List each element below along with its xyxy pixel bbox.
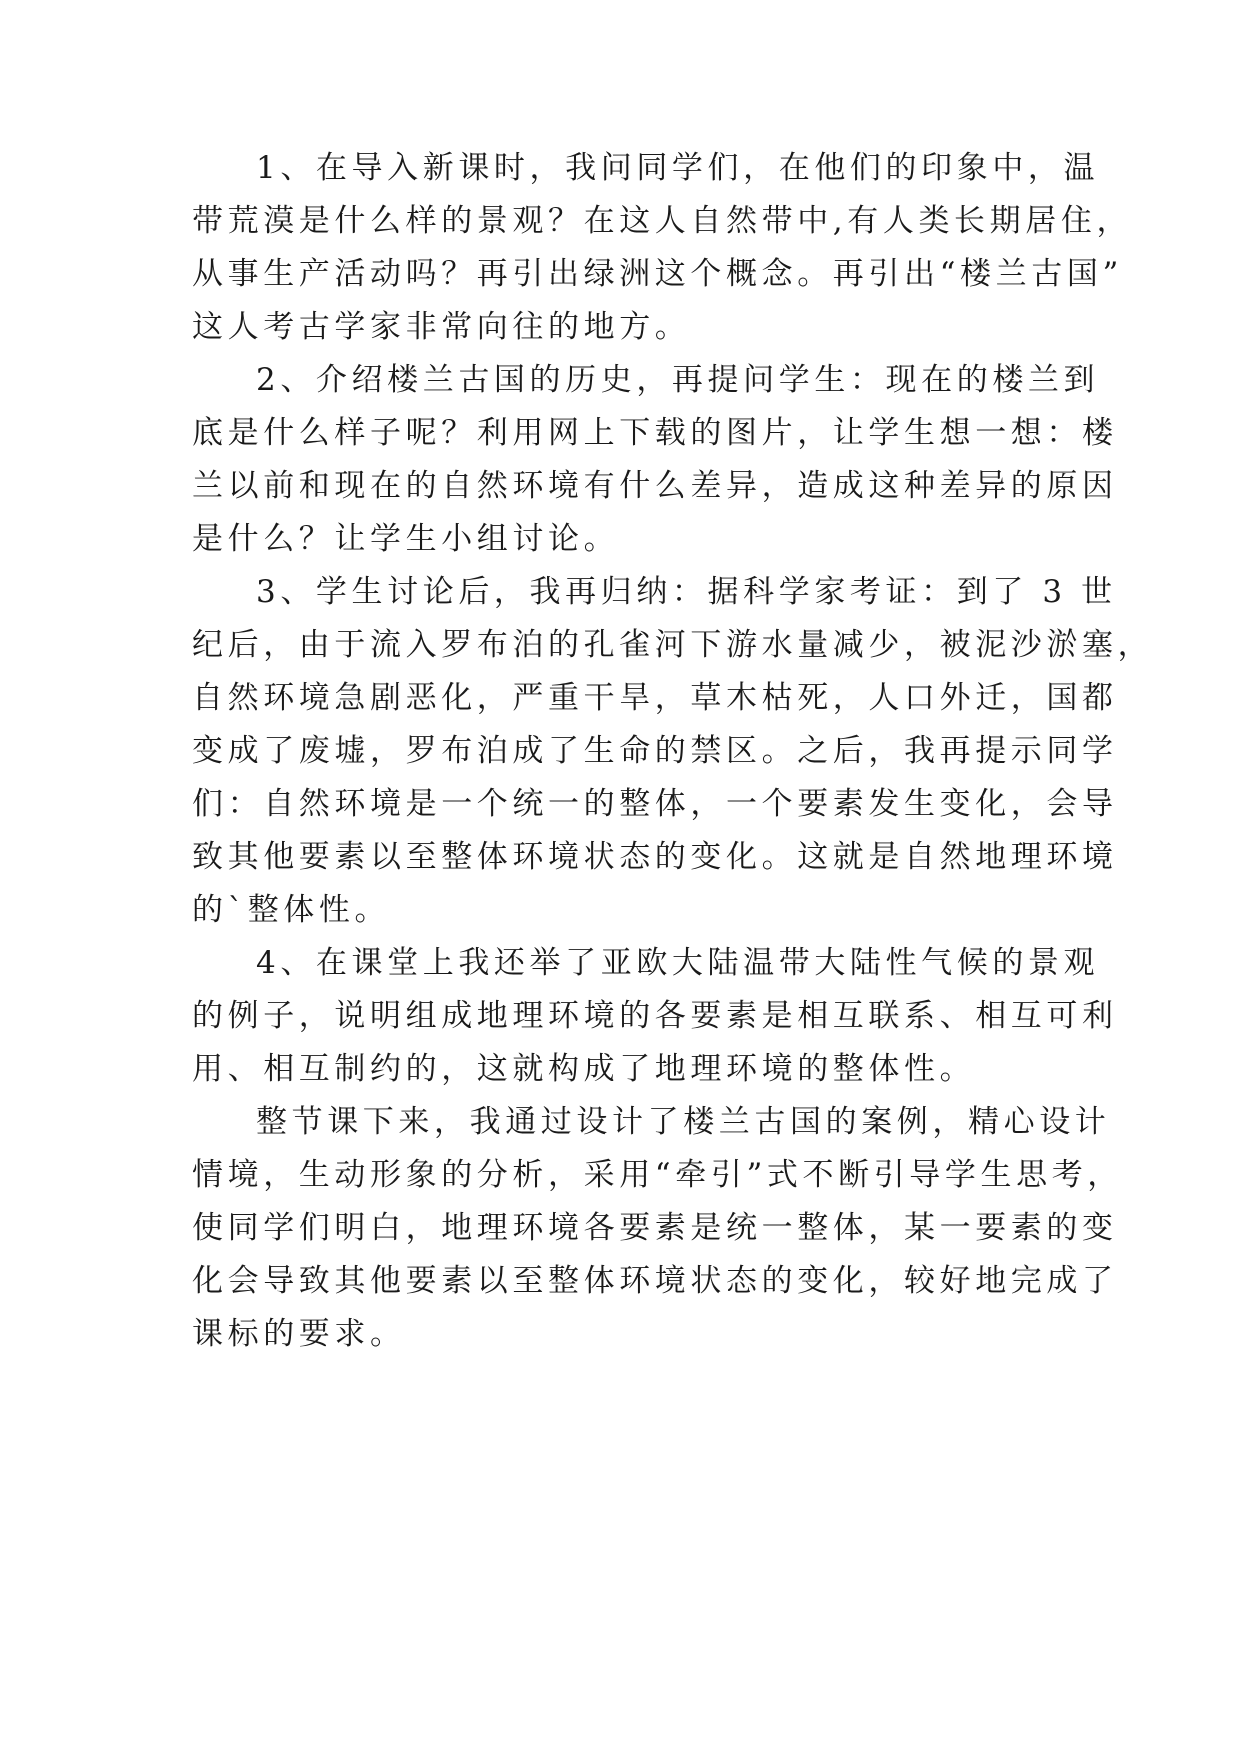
text-line: 的`整体性。 <box>192 892 391 928</box>
text-line: 的例子，说明组成地理环境的各要素是相互联系、相互可利 <box>192 998 1118 1034</box>
text-line: 课标的要求。 <box>192 1316 406 1352</box>
text-line: 整节课下来，我通过设计了楼兰古国的案例，精心设计 <box>256 1104 1111 1140</box>
text-line: 纪后，由于流入罗布泊的孔雀河下游水量减少，被泥沙淤塞， <box>192 627 1154 663</box>
text-line: 变成了废墟，罗布泊成了生命的禁区。之后，我再提示同学 <box>192 733 1118 769</box>
text-line: 们：自然环境是一个统一的整体，一个要素发生变化，会导 <box>192 786 1118 822</box>
text-line: 情境，生动形象的分析，采用“牵引”式不断引导学生思考， <box>192 1157 1123 1193</box>
text-line: 致其他要素以至整体环境状态的变化。这就是自然地理环境 <box>192 839 1118 875</box>
text-line: 1、在导入新课时，我问同学们，在他们的印象中，温 <box>256 150 1100 186</box>
text-line: 3、学生讨论后，我再归纳：据科学家考证：到了 3 世 <box>256 574 1117 610</box>
text-line: 自然环境急剧恶化，严重干旱，草木枯死，人口外迁，国都 <box>192 680 1118 716</box>
text-line: 2、介绍楼兰古国的历史，再提问学生：现在的楼兰到 <box>256 362 1100 398</box>
text-line: 化会导致其他要素以至整体环境状态的变化，较好地完成了 <box>192 1263 1118 1299</box>
text-line: 用、相互制约的，这就构成了地理环境的整体性。 <box>192 1051 976 1087</box>
text-line: 底是什么样子呢？利用网上下载的图片，让学生想一想：楼 <box>192 415 1118 451</box>
text-line: 带荒漠是什么样的景观？在这人自然带中,有人类长期居住， <box>192 203 1133 239</box>
text-line: 是什么？让学生小组讨论。 <box>192 521 620 557</box>
text-line: 兰以前和现在的自然环境有什么差异，造成这种差异的原因 <box>192 468 1118 504</box>
text-line: 4、在课堂上我还举了亚欧大陆温带大陆性气候的景观 <box>256 945 1100 981</box>
text-line: 从事生产活动吗？再引出绿洲这个概念。再引出“楼兰古国” <box>192 256 1123 292</box>
text-line: 使同学们明白，地理环境各要素是统一整体，某一要素的变 <box>192 1210 1118 1246</box>
text-line: 这人考古学家非常向往的地方。 <box>192 309 691 345</box>
